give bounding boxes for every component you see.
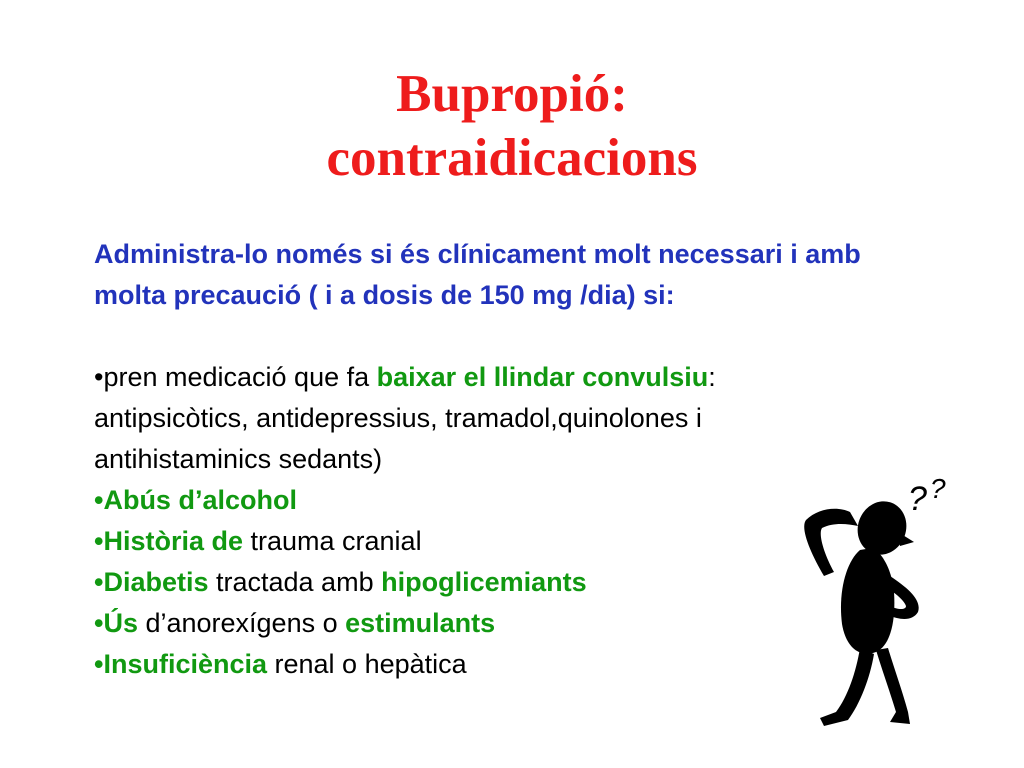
item-text: trauma cranial <box>243 526 422 556</box>
body <box>841 548 894 654</box>
bullet: • <box>94 362 104 392</box>
left-leg <box>820 648 874 726</box>
item-highlight-2: estimulants <box>345 608 496 638</box>
item-highlight: Història de <box>103 526 243 556</box>
question-marks-2: ? <box>930 473 946 504</box>
title-line-1: Bupropió: <box>396 65 628 123</box>
question-marks: ? <box>908 480 927 518</box>
item-highlight: baixar el llindar convulsiu <box>376 362 709 392</box>
confused-person-icon <box>790 472 960 734</box>
bullet: • <box>94 526 104 556</box>
title-line-2: contraidicacions <box>326 129 698 187</box>
item-text: d’anorexígens o <box>137 608 346 638</box>
bullet: • <box>94 608 104 638</box>
list-item-medication-line-3: antihistaminics sedants) <box>94 444 383 474</box>
item-text: pren medicació que fa <box>103 362 377 392</box>
intro-paragraph: Administra-lo només si és clínicament molt necessari i amb molta precaució ( i a dosis de 150 mg /dia) si: <box>94 239 861 310</box>
slide-title <box>0 62 1024 190</box>
item-highlight: Diabetis <box>103 567 209 597</box>
item-text: renal o hepàtica <box>267 649 467 679</box>
bullet: • <box>94 485 104 515</box>
bullet: • <box>94 649 104 679</box>
item-highlight: Abús d’alcohol <box>103 485 297 515</box>
item-highlight: Ús <box>103 608 138 638</box>
spacer <box>94 316 934 357</box>
list-item-medication <box>94 357 934 398</box>
bullet: • <box>94 567 104 597</box>
list-item-medication-line-2: antipsicòtics, antidepressius, tramadol,quinolones i <box>94 403 702 433</box>
nose <box>898 532 914 546</box>
item-text: : <box>708 362 716 392</box>
item-highlight-2: hipoglicemiants <box>381 567 587 597</box>
item-text: tractada amb <box>208 567 382 597</box>
item-highlight: Insuficiència <box>103 649 268 679</box>
right-leg <box>876 648 910 724</box>
